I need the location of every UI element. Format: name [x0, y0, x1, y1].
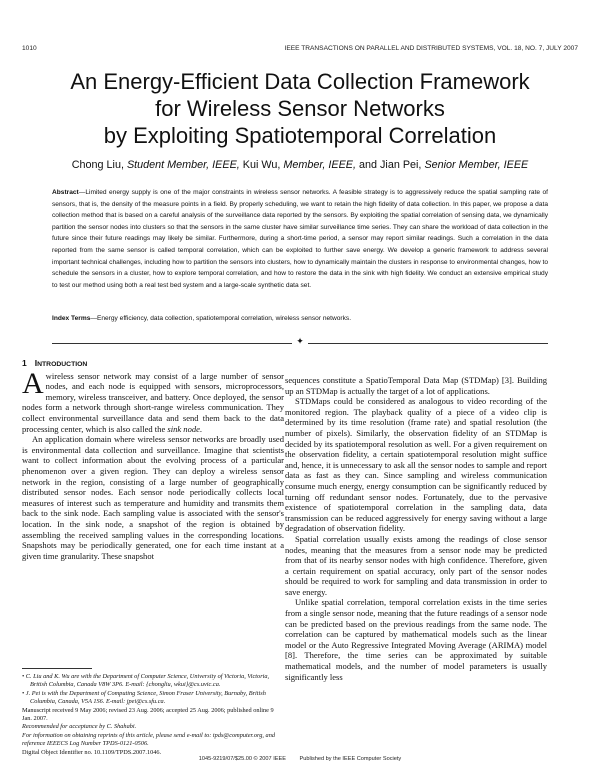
paragraph: STDMaps could be considered as analogous to video recording of the monitored region. The playback quality of a piece of a video clip is determined by its time resolution (frame rate) and spatial resolution (the number of pixels). Similarly, the observation fidelity of an STDMap is decided by its spatiotemporal resolution as well. For a given requirement on the observation fidelity, a certain spatiotemporal resolution might suffice and, hence, it is unnecessary to ask all the sensor nodes to sample and report data as fast as they can. Since sampling and wireless communication consume much energy, energy consumption can be significantly reduced by turning off redundant sensor nodes. Fortunately, due to the pervasive existence of spatiotemporal correlation in the sampling data, data transmission can be reduced aggressively for energy saving without a large degradation of observation fidelity.: [285, 396, 547, 534]
index-terms-text: —Energy efficiency, data collection, spatiotemporal correlation, wireless sensor networks.: [90, 315, 352, 322]
title-line-1: An Energy-Efficient Data Collection Framework: [70, 69, 530, 94]
section-title-rest: NTRODUCTION: [37, 361, 88, 368]
emphasis: sink node: [167, 423, 200, 434]
title-line-3: by Exploiting Spatiotemporal Correlation: [103, 123, 497, 148]
abstract: [52, 187, 548, 291]
paragraph: Unlike spatial correlation, temporal correlation exists in the time series from a single sensor node, meaning that the future readings of a sensor node can be predicted based on the previous readings from the same node. The correlation can be captured by mathematical models such as the linear model or the Auto Regressive Integrated Moving Average (ARIMA) model [8]. Therefore, the time series can be approximated by suitable mathematical models, and the number of model parameters is usually significantly less: [285, 597, 547, 682]
abstract-label: Abstract: [52, 189, 79, 196]
author-2: Kui Wu,: [242, 159, 281, 171]
abstract-text: —Limited energy supply is one of the major constraints in wireless sensor networks. A feasible strategy is to aggressively reduce the spatial sampling rate of sensors, that is, the density of the measure points in a field. By properly scheduling, we want to retain the high fidelity of data collection. In this paper, we propose a data collection method that is based on a careful analysis of the surveillance data reported by the sensors. By exploiting the spatial correlation of sensing data, we dynamically partition the sensor nodes into clusters so that the sensors in the same cluster have similar surveillance time series. They can share the workload of data collection in the future since their future readings may likely be similar. Furthermore, during a short-time period, a sensor may report similar readings. Such a correlation in the data reported from the same sensor is called temporal correlation, which can be exploited to further save energy. We develop a generic framework to address several important technical challenges, including how to partition the sensors into clusters, how to dynamically maintain the clusters in response to environmental changes, how to schedule the sensors in a cluster, how to explore temporal correlation, and how to restore the data in the sink with high fidelity. We conduct an extensive empirical study to test our method using both a real test bed system and a large-scale synthetic data set.: [52, 189, 548, 289]
section-number: 1: [22, 358, 27, 368]
issn-copyright: 1045-9219/07/$25.00 © 2007 IEEE: [198, 756, 286, 762]
footnote-affiliation-2: • J. Pei is with the Department of Computing Science, Simon Fraser University, Burnaby, British Columbia, Canada, V5A 1S6. E-mail: jpei@cs.sfu.ca.: [22, 689, 266, 706]
section-separator: [52, 336, 548, 347]
recommended-by: Recommended for acceptance by C. Shahabi.: [22, 723, 137, 731]
separator-line-left: [52, 343, 292, 344]
author-and: and: [359, 159, 378, 171]
right-column: [285, 375, 547, 682]
section-title-first: I: [34, 358, 38, 368]
paragraph: Spatial correlation usually exists among the readings of close sensor nodes, meaning that the measures from a sensor node may be predicted from that of its nearby sensor nodes with high confidence. Therefore, given a certain requirement on spatial accuracy, only part of the sensor nodes should be required to work for sampling and data transmission in order to save energy.: [285, 533, 547, 597]
left-column: [22, 358, 284, 561]
page-number: 1010: [22, 45, 37, 52]
author-list: [22, 159, 578, 171]
footnote-affiliation-1: • C. Liu and K. Wu are with the Department of Computer Science, University of Victoria, Victoria, British Columbia, Canada V8W 3P6. E-mail: {chongliu, wkui}@cs.uvic.ca.: [22, 673, 270, 689]
author-3: Jian Pei,: [380, 159, 422, 171]
paragraph: sequences constitute a SpatioTemporal Data Map (STDMap) [3]. Building up an STDMap is actually the target of a lot of applications.: [285, 375, 547, 396]
paragraph: An application domain where wireless sensor networks are broadly used is environmental data collection and surveillance. Imagine that scientists want to collect information about the evolving process of a particular phenomenon over a given region. They can deploy a wireless sensor network in the region, consisting of a large number of geographically distributed sensor nodes. Each sensor node periodically collects local measures of interest such as temperature and humidity and transmits them back to the sink node. Each sampling value is associated with the sensor's location. In the sink node, a snapshot of the region is obtained by assembling the received sampling values in the corresponding locations. Snapshots may be periodically generated, one for each time instant at a given time granularity. These snapshot: [22, 434, 284, 561]
doi: Digital Object Identifier no. 10.1109/TPDS.2007.1046.: [22, 748, 162, 756]
title-line-2: for Wireless Sensor Networks: [155, 96, 445, 121]
journal-name: IEEE TRANSACTIONS ON PARALLEL AND DISTRIBUTED SYSTEMS, VOL. 18, NO. 7, JULY 2007: [284, 45, 578, 52]
paragraph: [22, 366, 284, 435]
page-footer: [0, 756, 600, 762]
separator-glyph: ✦: [296, 336, 304, 346]
author-1: Chong Liu,: [71, 159, 124, 171]
drop-cap: A: [22, 366, 44, 400]
index-terms: [52, 313, 548, 324]
paragraph-text: wireless sensor network may consist of a large number of sensor nodes, and each node is equipped with sensors, microprocessors, memory, wireless transceiver, and battery. Once deployed, the sensor nodes form a network through short-range wireless communication. They collect environmental surveillance data and send them back to the data processing center, which is also called the: [22, 370, 284, 434]
manuscript-dates: Manuscript received 9 May 2006; revised 23 Aug. 2006; accepted 25 Aug. 2006; published online 9 Jan. 2007.: [22, 706, 274, 723]
paper-title: [22, 68, 578, 149]
author-1-role: Student Member, IEEE,: [126, 159, 240, 171]
running-header: [22, 45, 578, 57]
index-terms-label: Index Terms: [52, 315, 91, 322]
reprint-info: For information on obtaining reprints of this article, please send e-mail to: tpds@computer.org, and reference IEEECS Log Number TPDS-0121-0506.: [22, 731, 275, 748]
footnotes: [22, 668, 284, 757]
footnote-rule: [22, 668, 92, 669]
author-3-role: Senior Member, IEEE: [424, 159, 529, 171]
publisher: Published by the IEEE Computer Society: [299, 756, 402, 762]
section-heading: [22, 358, 284, 371]
separator-line-right: [308, 343, 548, 344]
paragraph-text: .: [199, 423, 203, 434]
author-2-role: Member, IEEE,: [283, 159, 356, 171]
